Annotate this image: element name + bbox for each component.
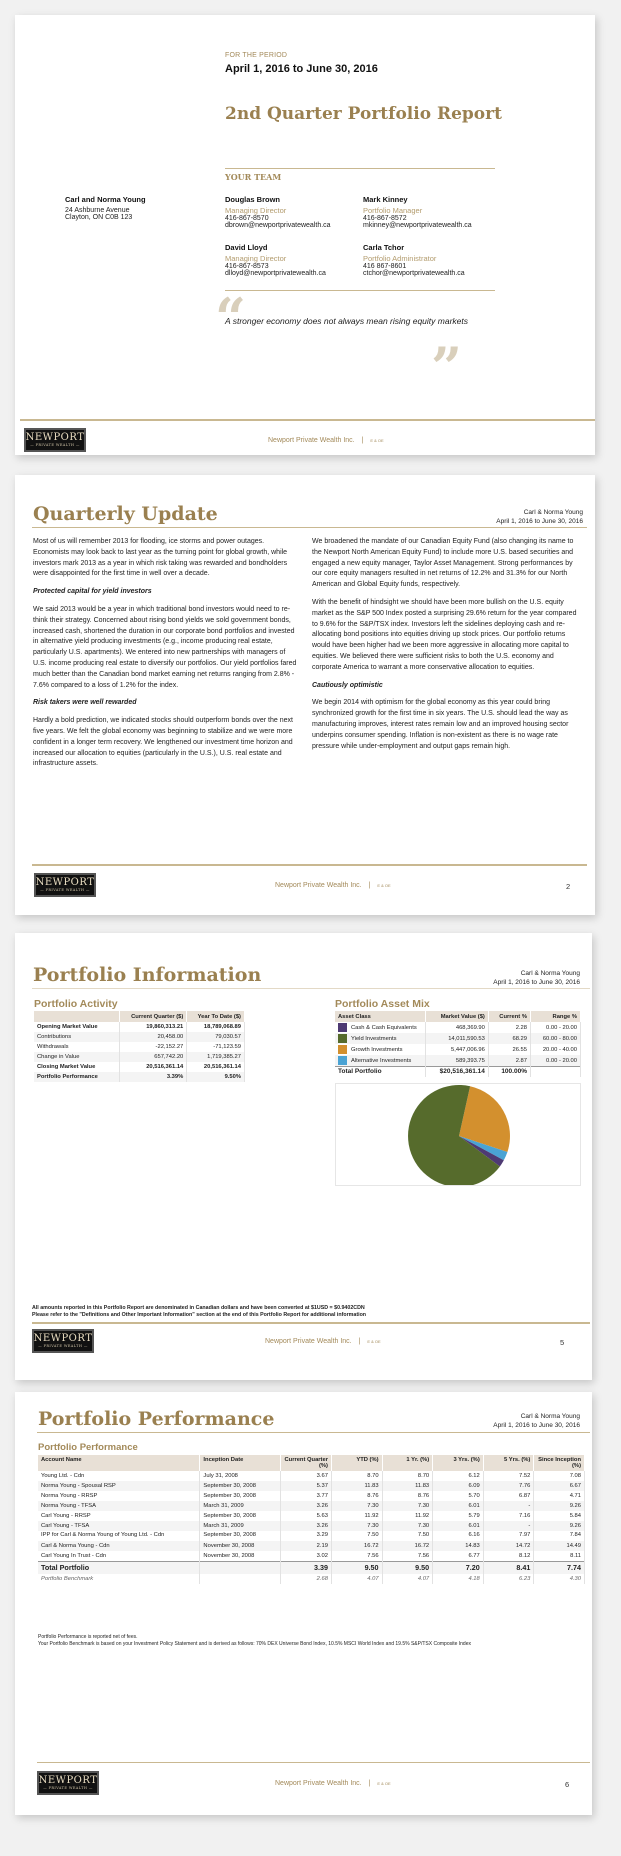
- current-percent: 68.29: [488, 1033, 530, 1044]
- five-year-return: 6.87: [483, 1491, 534, 1501]
- footer-separator: |: [358, 1338, 361, 1345]
- inception-date: November 30, 2008: [200, 1551, 281, 1561]
- footer-code: E & OE: [377, 883, 391, 888]
- column-header: Since Inception (%): [534, 1455, 585, 1471]
- title-rule: [32, 988, 590, 989]
- three-year-return: 5.79: [433, 1511, 484, 1521]
- subheading: Protected capital for yield investors: [33, 588, 152, 596]
- table-row: [38, 1521, 585, 1531]
- ytd-return: 8.70: [331, 1471, 382, 1481]
- report-title: 2nd Quarter Portfolio Report: [225, 104, 502, 124]
- team-member-email[interactable]: mkinney@newportprivatewealth.ca: [363, 222, 472, 229]
- column-header: Account Name: [38, 1455, 200, 1471]
- performance-table: [38, 1455, 585, 1584]
- ytd-return: 11.83: [331, 1481, 382, 1491]
- current-quarter-value: 19,860,313.21: [119, 1022, 187, 1032]
- team-member-name: Mark Kinney: [363, 195, 408, 204]
- definitions-note: Please refer to the "Definitions and Other Important Information" section at the end of this Portfolio Report for additional information: [32, 1312, 367, 1318]
- market-value: 5,447,006.96: [425, 1044, 488, 1055]
- row-label: Opening Market Value: [34, 1022, 119, 1032]
- logo-wordmark: NEWPORT: [38, 1775, 98, 1786]
- page-header-meta: [496, 508, 583, 526]
- inception-date: September 30, 2008: [200, 1491, 281, 1501]
- logo-wordmark: NEWPORT: [35, 877, 95, 888]
- account-name: Carl Young - TFSA: [38, 1521, 200, 1531]
- team-member-role: Managing Director: [225, 254, 287, 263]
- three-year-return: 6.77: [433, 1551, 484, 1561]
- footer-company: [265, 1338, 381, 1345]
- paragraph: Most of us will remember 2013 for flooding, ice storms and power outages. Economists may look back to last year as the turning point for global growth, while investors mark 2013 as a year in which risk taking was rewarded and bondholders were disappointed for the first time in well over a decade.: [33, 538, 288, 578]
- page-number: 5: [560, 1338, 565, 1347]
- column-header: Market Value ($): [425, 1011, 488, 1022]
- benchmark-note: Your Portfolio Benchmark is based on your Investment Policy Statement and is derived as follows: 70% DEX Universe Bond Index, 10.5% MSCI World Index and 19.5% S&P/TSX Composite Index: [38, 1641, 471, 1647]
- since-inception-return: 9.26: [534, 1501, 585, 1511]
- since-inception-return: 4.30: [534, 1574, 585, 1584]
- header-period: April 1, 2016 to June 30, 2016: [493, 1422, 580, 1429]
- page-number: 6: [565, 1780, 570, 1789]
- footer-code: E & OE: [377, 1781, 391, 1786]
- footer-rule: [32, 864, 587, 866]
- range-percent: 20.00 - 40.00: [530, 1044, 580, 1055]
- current-quarter-return: 3.67: [281, 1471, 332, 1481]
- five-year-return: 7.97: [483, 1531, 534, 1541]
- table-total-row: [335, 1067, 581, 1077]
- since-inception-return: 8.11: [534, 1551, 585, 1561]
- logo-tagline: — PRIVATE WEALTH —: [43, 1786, 93, 1790]
- team-member-name: Douglas Brown: [225, 195, 281, 204]
- column-header: 1 Yr. (%): [382, 1455, 433, 1471]
- page-title: Quarterly Update: [33, 503, 218, 525]
- newport-logo: [24, 428, 86, 452]
- since-inception-return: 5.84: [534, 1511, 585, 1521]
- team-heading: YOUR TEAM: [225, 172, 282, 182]
- logo-tagline: — PRIVATE WEALTH —: [40, 888, 90, 892]
- team-member-card: [225, 195, 355, 229]
- left-column: [33, 537, 298, 777]
- current-quarter-return: 3.77: [281, 1491, 332, 1501]
- inception-date: September 30, 2008: [200, 1531, 281, 1541]
- legend-swatch-icon: [338, 1023, 347, 1032]
- team-member-name: Carla Tchor: [363, 243, 405, 252]
- column-header: Inception Date: [200, 1455, 281, 1471]
- ytd-return: 7.30: [331, 1501, 382, 1511]
- three-year-return: 5.70: [433, 1491, 484, 1501]
- five-year-return: 14.72: [483, 1541, 534, 1551]
- fees-note: Portfolio Performance is reported net of fees.: [38, 1634, 138, 1640]
- column-header: Current Quarter ($): [119, 1011, 187, 1022]
- market-value: 589,393.75: [425, 1055, 488, 1067]
- newport-logo: [32, 1329, 94, 1353]
- footer-company-name: Newport Private Wealth Inc.: [268, 437, 355, 444]
- ytd-return: 7.30: [331, 1521, 382, 1531]
- market-value: 468,369.90: [425, 1022, 488, 1033]
- inception-date: July 31, 2008: [200, 1471, 281, 1481]
- column-header: Range %: [530, 1011, 580, 1022]
- footer-separator: |: [368, 1780, 371, 1787]
- one-year-return: 7.30: [382, 1501, 433, 1511]
- table-header-row: [38, 1455, 585, 1471]
- three-year-return: 14.83: [433, 1541, 484, 1551]
- three-year-return: 7.20: [433, 1561, 484, 1574]
- five-year-return: 7.16: [483, 1511, 534, 1521]
- total-market-value: $20,516,361.14: [425, 1067, 488, 1077]
- open-quote-icon: “: [215, 286, 247, 350]
- one-year-return: 11.83: [382, 1481, 433, 1491]
- section-subtitle: Portfolio Asset Mix: [335, 998, 430, 1010]
- account-name: IPP for Carl & Norma Young of Young Ltd. - Cdn: [38, 1531, 200, 1541]
- column-header: Current %: [488, 1011, 530, 1022]
- client-address-line1: 24 Ashburne Avenue: [65, 207, 130, 214]
- row-label: Change in Value: [34, 1052, 119, 1062]
- footer-company: [268, 437, 384, 444]
- current-quarter-value: 3.39%: [119, 1072, 187, 1082]
- inception-date: [200, 1574, 281, 1584]
- table-header-row: [335, 1011, 581, 1022]
- account-name: Young Ltd. - Cdn: [38, 1471, 200, 1481]
- inception-date: September 30, 2008: [200, 1481, 281, 1491]
- account-name: Norma Young - TFSA: [38, 1501, 200, 1511]
- table-row: [34, 1072, 245, 1082]
- header-client: Carl & Norma Young: [520, 970, 580, 977]
- subheading: Risk takers were well rewarded: [33, 699, 137, 707]
- legend-swatch-icon: [338, 1034, 347, 1043]
- team-member-role: Managing Director: [225, 206, 287, 215]
- ytd-return: 9.50: [331, 1561, 382, 1574]
- account-name: Carl Young In Trust - Cdn: [38, 1551, 200, 1561]
- one-year-return: 8.76: [382, 1491, 433, 1501]
- one-year-return: 16.72: [382, 1541, 433, 1551]
- page-title: Portfolio Information: [33, 964, 262, 986]
- table-row: [335, 1033, 581, 1044]
- table-row: [38, 1541, 585, 1551]
- ytd-return: 7.50: [331, 1531, 382, 1541]
- inception-date: March 31, 2009: [200, 1501, 281, 1511]
- team-member-phone: 416-867-8570: [225, 215, 269, 222]
- header-client: Carl & Norma Young: [520, 1413, 580, 1420]
- one-year-return: 7.56: [382, 1551, 433, 1561]
- current-quarter-return: 3.26: [281, 1521, 332, 1531]
- account-name: Carl & Norma Young - Cdn: [38, 1541, 200, 1551]
- team-divider-top: [225, 168, 495, 169]
- footer-company: [275, 1780, 391, 1787]
- footer-separator: |: [361, 437, 364, 444]
- team-member-email[interactable]: dlloyd@newportprivatewealth.ca: [225, 270, 326, 277]
- column-header: YTD (%): [331, 1455, 382, 1471]
- table-row: [335, 1055, 581, 1067]
- table-row: [34, 1052, 245, 1062]
- one-year-return: 7.50: [382, 1531, 433, 1541]
- current-quarter-value: 657,742.20: [119, 1052, 187, 1062]
- range-percent: 0.00 - 20.00: [530, 1022, 580, 1033]
- currency-note: All amounts reported in this Portfolio Report are denominated in Canadian dollars and have been converted at $1USD = $0.9402CDN: [32, 1305, 365, 1311]
- team-member-email[interactable]: dbrown@newportprivatewealth.ca: [225, 222, 331, 229]
- table-row: [38, 1471, 585, 1481]
- five-year-return: 7.52: [483, 1471, 534, 1481]
- total-label: Total Portfolio: [38, 1561, 200, 1574]
- period-label: FOR THE PERIOD: [225, 52, 288, 59]
- ytd-return: 7.56: [331, 1551, 382, 1561]
- close-quote-icon: ”: [431, 335, 463, 399]
- table-header-row: [34, 1011, 245, 1022]
- logo-wordmark: NEWPORT: [33, 1333, 93, 1344]
- logo-wordmark: NEWPORT: [25, 432, 85, 443]
- team-member-card: [363, 243, 498, 277]
- current-percent: 26.55: [488, 1044, 530, 1055]
- three-year-return: 6.16: [433, 1531, 484, 1541]
- three-year-return: 6.01: [433, 1501, 484, 1511]
- column-header: Year To Date ($): [187, 1011, 245, 1022]
- legend-swatch-icon: [338, 1056, 347, 1065]
- current-quarter-value: -22,152.27: [119, 1042, 187, 1052]
- since-inception-return: 14.49: [534, 1541, 585, 1551]
- column-header: Asset Class: [335, 1011, 425, 1022]
- five-year-return: 6.23: [483, 1574, 534, 1584]
- header-client: Carl & Norma Young: [523, 509, 583, 516]
- five-year-return: 8.41: [483, 1561, 534, 1574]
- footer-company: [275, 882, 391, 889]
- benchmark-row: [38, 1574, 585, 1584]
- ytd-return: 16.72: [331, 1541, 382, 1551]
- team-member-phone: 416 867-8601: [363, 263, 407, 270]
- footer-code: E & OE: [367, 1339, 381, 1344]
- page-number: 2: [566, 882, 571, 891]
- portfolio-activity-table: [34, 1011, 245, 1082]
- ytd-return: 11.92: [331, 1511, 382, 1521]
- team-member-email[interactable]: ctchor@newportprivatewealth.ca: [363, 270, 465, 277]
- row-label: Closing Market Value: [34, 1062, 119, 1072]
- table-row: [335, 1044, 581, 1055]
- column-header: 3 Yrs. (%): [433, 1455, 484, 1471]
- one-year-return: 4.07: [382, 1574, 433, 1584]
- pull-quote: A stronger economy does not always mean rising equity markets: [225, 316, 468, 326]
- client-address-line2: Clayton, ON C0B 123: [65, 214, 133, 221]
- asset-class-cell: [335, 1033, 425, 1044]
- ytd-return: 4.07: [331, 1574, 382, 1584]
- total-label: Total Portfolio: [335, 1067, 425, 1077]
- section-subtitle: Portfolio Performance: [38, 1442, 138, 1453]
- one-year-return: 7.30: [382, 1521, 433, 1531]
- current-quarter-return: 3.29: [281, 1531, 332, 1541]
- asset-mix-pie-chart: [335, 1083, 581, 1186]
- section-subtitle: Portfolio Activity: [34, 998, 118, 1010]
- portfolio-performance-page: [15, 1392, 592, 1815]
- table-row: [38, 1531, 585, 1541]
- paragraph: We begin 2014 with optimism for the global economy as this year could bring synchronized growth for the first time in six years. The U.S. should lead the way as manufacturing improves, interest rates remain low and an improved housing sector underpins consumer spending. Inflation is non-existent as there is no wage rate pressure while under-employment and output gaps remain high.: [312, 699, 569, 750]
- right-column: [312, 537, 577, 759]
- five-year-return: 8.12: [483, 1551, 534, 1561]
- footer-company-name: Newport Private Wealth Inc.: [265, 1338, 352, 1345]
- table-row: [34, 1062, 245, 1072]
- asset-mix-table: [335, 1011, 581, 1077]
- table-row: [34, 1032, 245, 1042]
- client-address-block: [65, 195, 146, 221]
- team-member-name: David Lloyd: [225, 243, 268, 252]
- inception-date: September 30, 2008: [200, 1511, 281, 1521]
- logo-tagline: — PRIVATE WEALTH —: [38, 1344, 88, 1348]
- newport-logo: [34, 873, 96, 897]
- total-range: [530, 1067, 580, 1077]
- page-header-meta: [493, 969, 580, 987]
- three-year-return: 6.12: [433, 1471, 484, 1481]
- team-member-role: Portfolio Manager: [363, 206, 423, 215]
- asset-class-label: Yield Investments: [351, 1036, 397, 1043]
- three-year-return: 6.01: [433, 1521, 484, 1531]
- logo-tagline: — PRIVATE WEALTH —: [30, 443, 80, 447]
- asset-class-label: Growth Investments: [351, 1047, 403, 1054]
- page-title: Portfolio Performance: [38, 1408, 275, 1430]
- asset-class-cell: [335, 1044, 425, 1055]
- five-year-return: -: [483, 1501, 534, 1511]
- footer-rule: [37, 1762, 590, 1763]
- table-row: [38, 1501, 585, 1511]
- team-divider-bottom: [225, 290, 495, 291]
- one-year-return: 11.92: [382, 1511, 433, 1521]
- range-percent: 60.00 - 80.00: [530, 1033, 580, 1044]
- benchmark-label: Portfolio Benchmark: [38, 1574, 200, 1584]
- page-header-meta: [493, 1412, 580, 1430]
- header-period: April 1, 2016 to June 30, 2016: [493, 979, 580, 986]
- current-quarter-return: 2.68: [281, 1574, 332, 1584]
- newport-logo: [37, 1771, 99, 1795]
- ytd-value: -71,123.59: [187, 1042, 245, 1052]
- current-quarter-return: 3.26: [281, 1501, 332, 1511]
- inception-date: November 30, 2008: [200, 1541, 281, 1551]
- table-row: [38, 1491, 585, 1501]
- ytd-value: 9.50%: [187, 1072, 245, 1082]
- footer-rule: [32, 1322, 590, 1324]
- since-inception-return: 4.71: [534, 1491, 585, 1501]
- total-percent: 100.00%: [488, 1067, 530, 1077]
- quarterly-update-page: [15, 475, 595, 915]
- one-year-return: 8.70: [382, 1471, 433, 1481]
- asset-class-label: Cash & Cash Equivalents: [351, 1025, 417, 1032]
- team-member-phone: 416-867-8573: [225, 263, 269, 270]
- since-inception-return: 6.67: [534, 1481, 585, 1491]
- ytd-value: 79,030.57: [187, 1032, 245, 1042]
- header-period: April 1, 2016 to June 30, 2016: [496, 518, 583, 525]
- footer-company-name: Newport Private Wealth Inc.: [275, 882, 362, 889]
- client-name: Carl and Norma Young: [65, 195, 146, 204]
- inception-date: [200, 1561, 281, 1574]
- table-row: [38, 1511, 585, 1521]
- asset-class-label: Alternative Investments: [351, 1058, 412, 1065]
- range-percent: 0.00 - 20.00: [530, 1055, 580, 1067]
- since-inception-return: 9.26: [534, 1521, 585, 1531]
- column-header: [34, 1011, 119, 1022]
- table-row: [335, 1022, 581, 1033]
- team-member-card: [363, 195, 498, 229]
- current-quarter-return: 2.19: [281, 1541, 332, 1551]
- current-quarter-return: 5.37: [281, 1481, 332, 1491]
- current-quarter-value: 20,516,361.14: [119, 1062, 187, 1072]
- team-member-role: Portfolio Administrator: [363, 254, 437, 263]
- title-rule: [37, 1432, 590, 1433]
- asset-class-cell: [335, 1055, 425, 1067]
- column-header: 5 Yrs. (%): [483, 1455, 534, 1471]
- team-member-phone: 416-867-8572: [363, 215, 407, 222]
- table-row: [34, 1022, 245, 1032]
- current-quarter-return: 3.39: [281, 1561, 332, 1574]
- three-year-return: 6.09: [433, 1481, 484, 1491]
- cover-page: [15, 15, 595, 455]
- paragraph: We said 2013 would be a year in which traditional bond investors would need to re-think their strategy. Concerned about rising bond yields we sold government bonds, increased cash, shortened the duration in our corporate bond portfolios and invested in alternative yield producing investments (e.g., income producing real estate, particularly U.S. apartments). We entered into new partnerships with managers of U.S. income producing real estate to diversify our portfolios. Our yield portfolios fared much better than the Canadian bond market earning net returns ranging from 2.8% - 7.6% compared to a loss of 1.2% for the index.: [33, 605, 297, 689]
- team-member-card: [225, 243, 355, 277]
- portfolio-information-page: [15, 933, 592, 1380]
- one-year-return: 9.50: [382, 1561, 433, 1574]
- ytd-value: 1,719,385.27: [187, 1052, 245, 1062]
- current-quarter-return: 3.02: [281, 1551, 332, 1561]
- market-value: 14,011,590.53: [425, 1033, 488, 1044]
- three-year-return: 4.18: [433, 1574, 484, 1584]
- paragraph: Hardly a bold prediction, we indicated stocks should outperform bonds over the next five years. We felt the global economy was beginning to stabilize and we were more confident in a longer term recovery. We lengthened our investment time horizon and increased our allocation to equities (particularly in the U.S.), U.S. real estate and infrastructure assets.: [33, 717, 293, 768]
- row-label: Contributions: [34, 1032, 119, 1042]
- table-row: [38, 1551, 585, 1561]
- footer-code: E & OE: [370, 438, 384, 443]
- legend-swatch-icon: [338, 1045, 347, 1054]
- ytd-value: 20,516,361.14: [187, 1062, 245, 1072]
- inception-date: March 31, 2009: [200, 1521, 281, 1531]
- since-inception-return: 7.74: [534, 1561, 585, 1574]
- five-year-return: 7.76: [483, 1481, 534, 1491]
- footer-separator: |: [368, 882, 371, 889]
- current-percent: 2.28: [488, 1022, 530, 1033]
- period-value: April 1, 2016 to June 30, 2016: [225, 63, 378, 75]
- column-header: Current Quarter (%): [281, 1455, 332, 1471]
- ytd-value: 18,789,068.89: [187, 1022, 245, 1032]
- since-inception-return: 7.08: [534, 1471, 585, 1481]
- subheading: Cautiously optimistic: [312, 681, 383, 689]
- row-label: Portfolio Performance: [34, 1072, 119, 1082]
- ytd-return: 8.76: [331, 1491, 382, 1501]
- current-quarter-value: 20,458.00: [119, 1032, 187, 1042]
- table-row: [34, 1042, 245, 1052]
- row-label: Withdrawals: [34, 1042, 119, 1052]
- current-percent: 2.87: [488, 1055, 530, 1067]
- title-rule: [32, 527, 587, 528]
- pie-chart-svg: [336, 1084, 580, 1185]
- table-row: [38, 1481, 585, 1491]
- footer-company-name: Newport Private Wealth Inc.: [275, 1780, 362, 1787]
- asset-class-cell: [335, 1022, 425, 1033]
- account-name: Norma Young - RRSP: [38, 1491, 200, 1501]
- current-quarter-return: 5.63: [281, 1511, 332, 1521]
- since-inception-return: 7.84: [534, 1531, 585, 1541]
- paragraph: With the benefit of hindsight we should have been more bullish on the U.S. equity market as the S&P 500 Index posted a surprising 29.6% return for the year compared to 9.6% for the S&P/TSX index. Investors left the sidelines deploying cash and re-allocating bond positions into equities driving up stock prices. Our portfolio returns would have been higher had we been more aggressive in allocating more capital to equities. We believed there were sufficient risks to both the U.S. economy and corporate America to warrant a more conservative allocation to equities.: [312, 598, 577, 671]
- footer-rule: [20, 419, 595, 421]
- table-total-row: [38, 1561, 585, 1574]
- account-name: Carl Young - RRSP: [38, 1511, 200, 1521]
- paragraph: We broadened the mandate of our Canadian Equity Fund (also changing its name to the Newport North American Equity Fund) to include more U.S. based securities and engaged a new equity manager, Taylor Asset Management. Strong performances by our core equity managers resulted in net returns of 12.2% and 31.3% for our North American and Global Equity funds, respectively.: [312, 538, 574, 589]
- five-year-return: -: [483, 1521, 534, 1531]
- account-name: Norma Young - Spousal RSP: [38, 1481, 200, 1491]
